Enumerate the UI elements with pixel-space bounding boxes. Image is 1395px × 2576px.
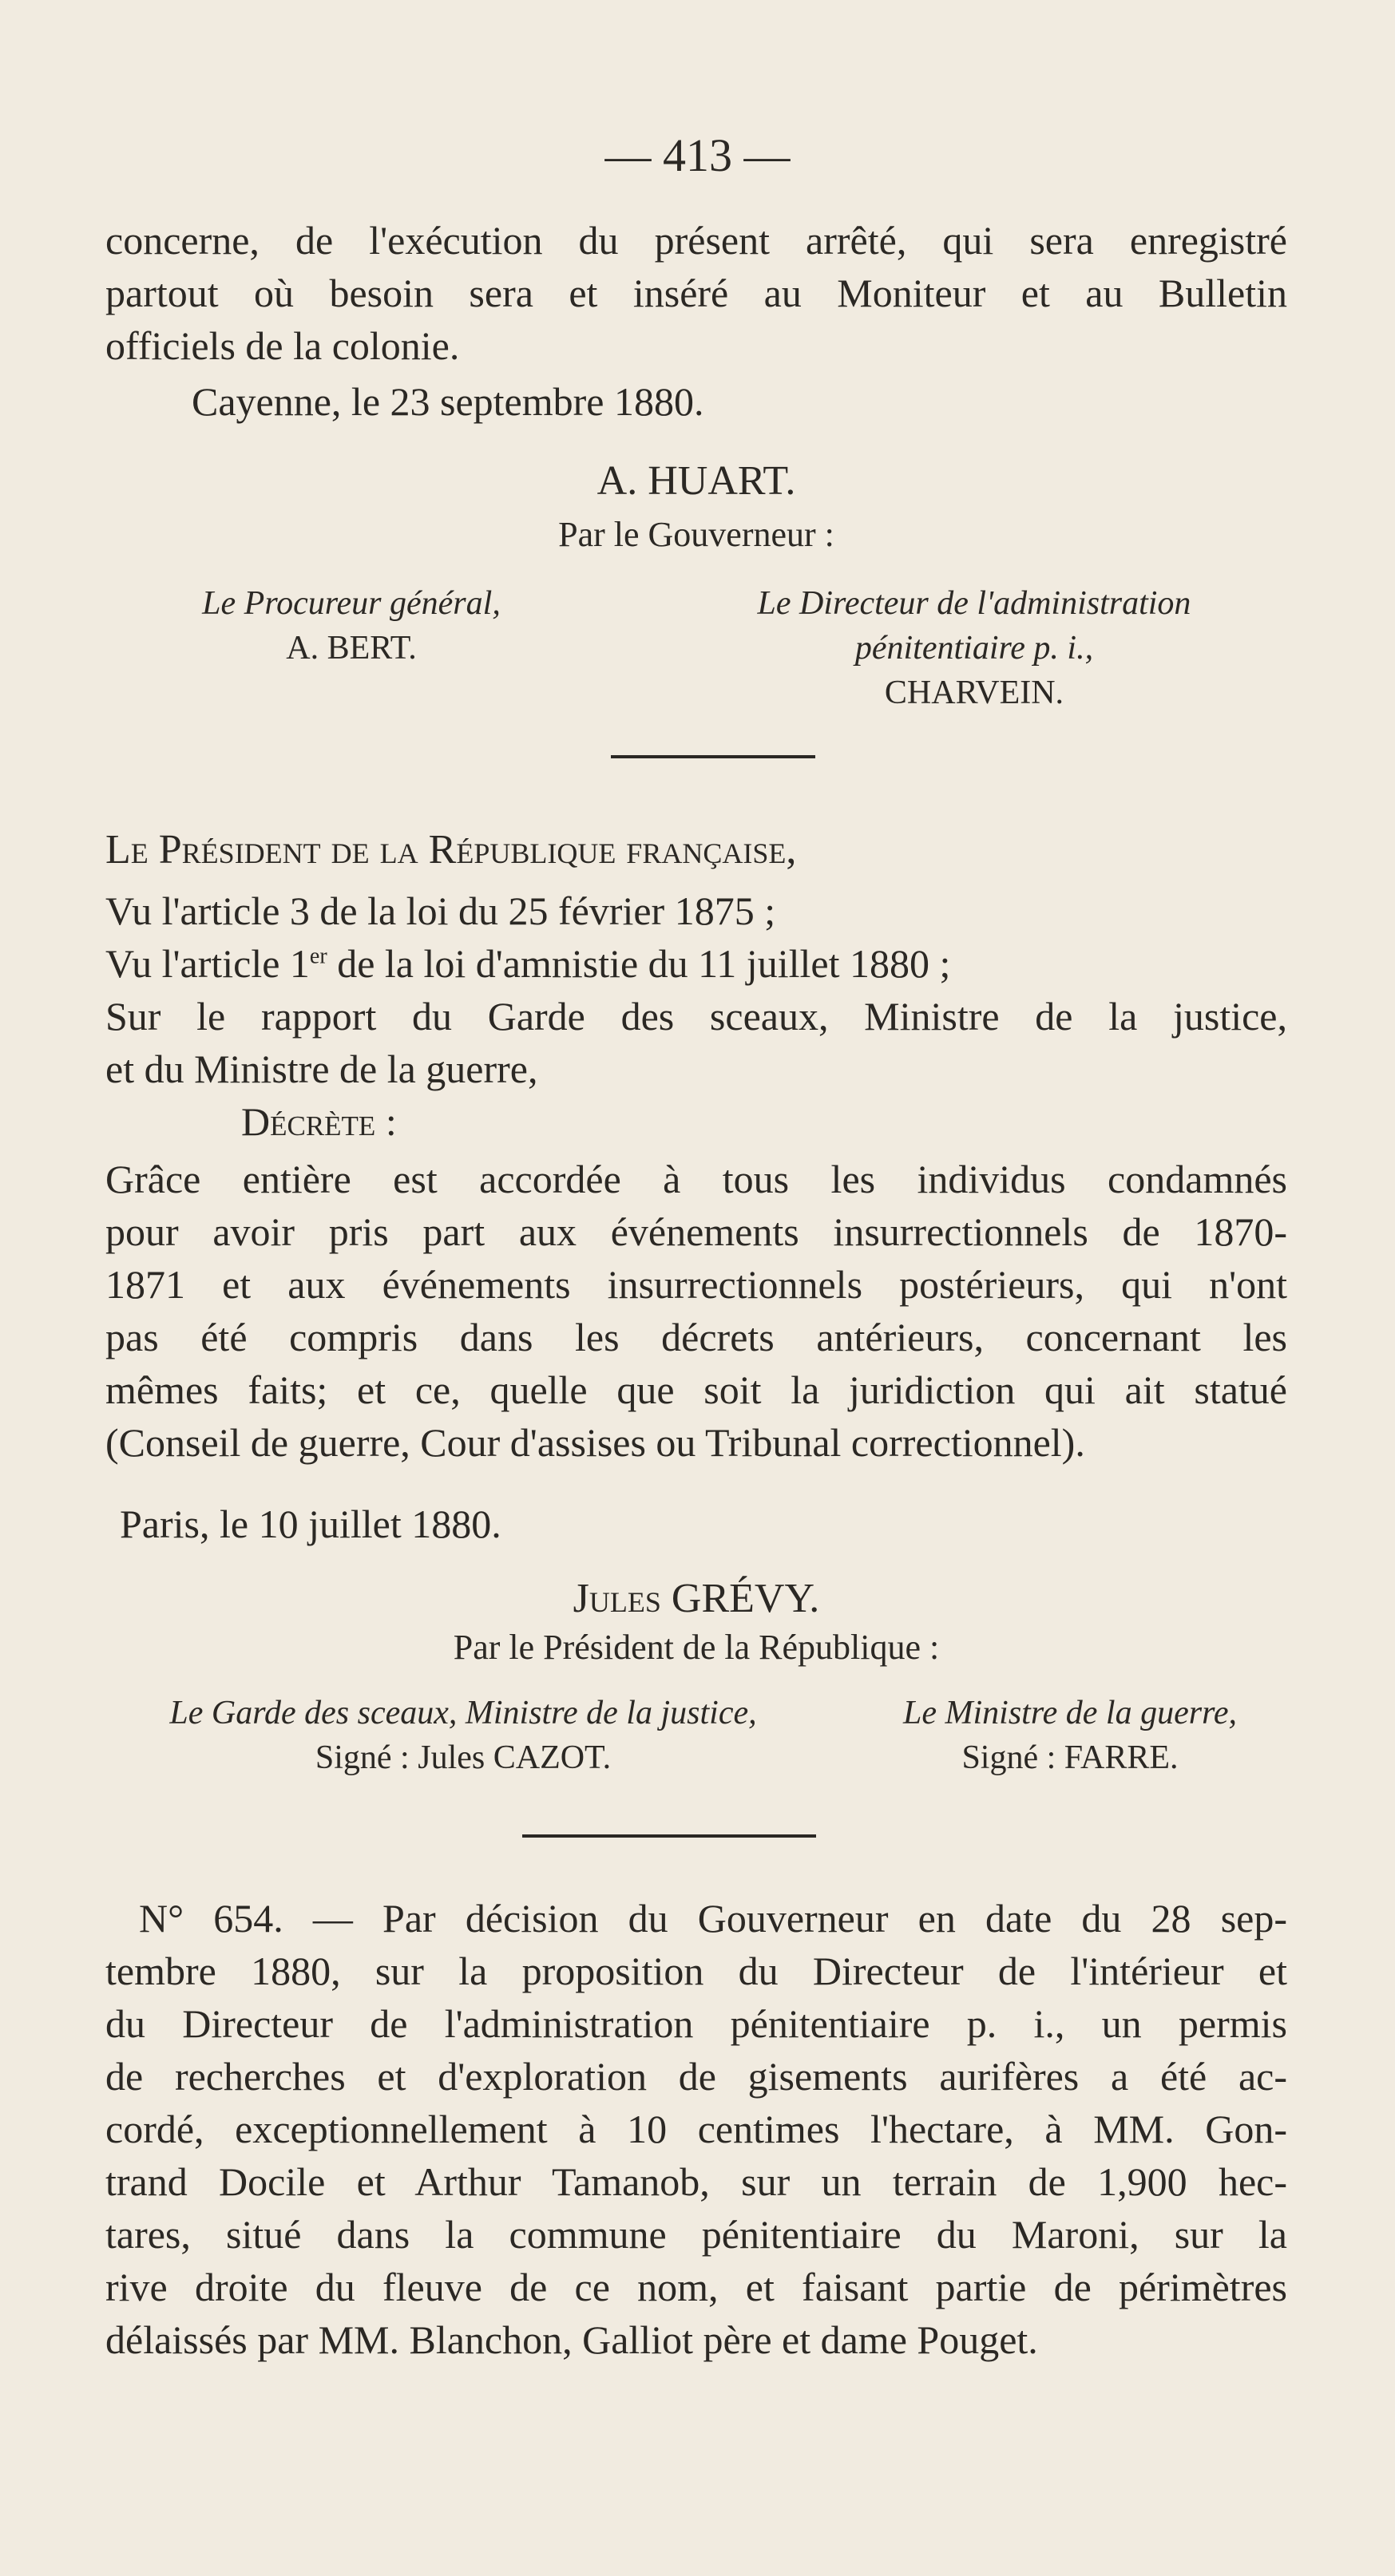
text-line: rive droite du fleuve de ce nom, et faisant partie de périmètres — [105, 2265, 1287, 2309]
text-line: pas été compris dans les décrets antérieurs, concernant les — [105, 1315, 1287, 1359]
decree-signature: Jules GRÉVY. — [573, 1576, 820, 1621]
section-divider — [522, 1834, 816, 1838]
decision-paragraph — [105, 1892, 1287, 2366]
text-line: cordé, exceptionnellement à 10 centimes l'hectare, à MM. Gon- — [105, 2107, 1287, 2151]
text-line: 1871 et aux événements insurrectionnels postérieurs, qui n'ont — [105, 1262, 1287, 1307]
text-line: partout où besoin sera et inséré au Moniteur et au Bulletin — [105, 271, 1287, 315]
signatory-title: Le Directeur de l'administration — [757, 585, 1191, 622]
text-line: Sur le rapport du Garde des sceaux, Ministre de la justice, — [105, 994, 1287, 1039]
decree-decrete: Décrète : — [241, 1099, 397, 1144]
decree-article-paragraph — [105, 1153, 1287, 1469]
signatory-name: A. BERT. — [286, 630, 417, 667]
decree-date-line: Paris, le 10 juillet 1880. — [120, 1502, 501, 1546]
signatory-title: Le Ministre de la guerre, — [903, 1695, 1237, 1731]
signatory-name: Signé : FARRE. — [961, 1739, 1179, 1776]
section-divider — [611, 755, 815, 758]
decree-left-signatory — [120, 1691, 806, 1780]
text-line: N° 654. — Par décision du Gouverneur en date du 28 sep- — [139, 1896, 1287, 1941]
arrete-right-signatory — [687, 581, 1262, 715]
decree-considerations — [105, 884, 1287, 1095]
text-line: trand Docile et Arthur Tamanob, sur un terrain de 1,900 hec- — [105, 2159, 1287, 2204]
text-fragment: Vu l'article 1 — [105, 941, 310, 986]
arrete-closing-paragraph — [105, 214, 1287, 372]
signatory-name: Signé : Jules CAZOT. — [315, 1739, 612, 1776]
text-line: mêmes faits; et ce, quelle que soit la juridiction qui ait statué — [105, 1367, 1287, 1412]
signatory-title: Le Garde des sceaux, Ministre de la justice, — [169, 1695, 757, 1731]
text-line: de recherches et d'exploration de gisements aurifères a été ac- — [105, 2054, 1287, 2099]
text-line: officiels de la colonie. — [105, 323, 460, 368]
text-line — [105, 937, 1287, 990]
text-line: pour avoir pris part aux événements insurrectionnels de 1870- — [105, 1209, 1287, 1254]
signatory-name: CHARVEIN. — [884, 675, 1064, 711]
text-line: tembre 1880, sur la proposition du Directeur de l'intérieur et — [105, 1949, 1287, 1993]
decree-right-signatory — [846, 1691, 1294, 1780]
signatory-title-cont: pénitentiaire p. i., — [854, 630, 1094, 667]
text-line: (Conseil de guerre, Cour d'assises ou Tribunal correctionnel). — [105, 1420, 1085, 1465]
arrete-date-line: Cayenne, le 23 septembre 1880. — [192, 379, 704, 424]
arrete-signature: A. HUART. — [596, 458, 796, 504]
signatory-title: Le Procureur général, — [202, 585, 501, 622]
text-line: Vu l'article 3 de la loi du 25 février 1875 ; — [105, 888, 776, 933]
arrete-left-signatory — [144, 581, 559, 671]
text-line: du Directeur de l'administration pénitentiaire p. i., un permis — [105, 2001, 1287, 2046]
text-line: et du Ministre de la guerre, — [105, 1047, 538, 1091]
text-line: Grâce entière est accordée à tous les individus condamnés — [105, 1157, 1287, 1201]
page-number: — 413 — — [604, 129, 791, 181]
text-line: tares, situé dans la commune pénitentiaire du Maroni, sur la — [105, 2212, 1287, 2257]
text-line: délaissés par MM. Blanchon, Galliot père et dame Pouget. — [105, 2317, 1038, 2362]
arrete-par-le-gouverneur: Par le Gouverneur : — [558, 515, 834, 554]
text-line: concerne, de l'exécution du présent arrêté, qui sera enregistré — [105, 218, 1287, 263]
ordinal-superscript: er — [309, 944, 327, 969]
decree-par-le-president: Par le Président de la République : — [453, 1628, 940, 1667]
text-fragment: de la loi d'amnistie du 11 juillet 1880 ; — [327, 941, 951, 986]
decree-heading: Le Président de la République française, — [105, 827, 797, 873]
